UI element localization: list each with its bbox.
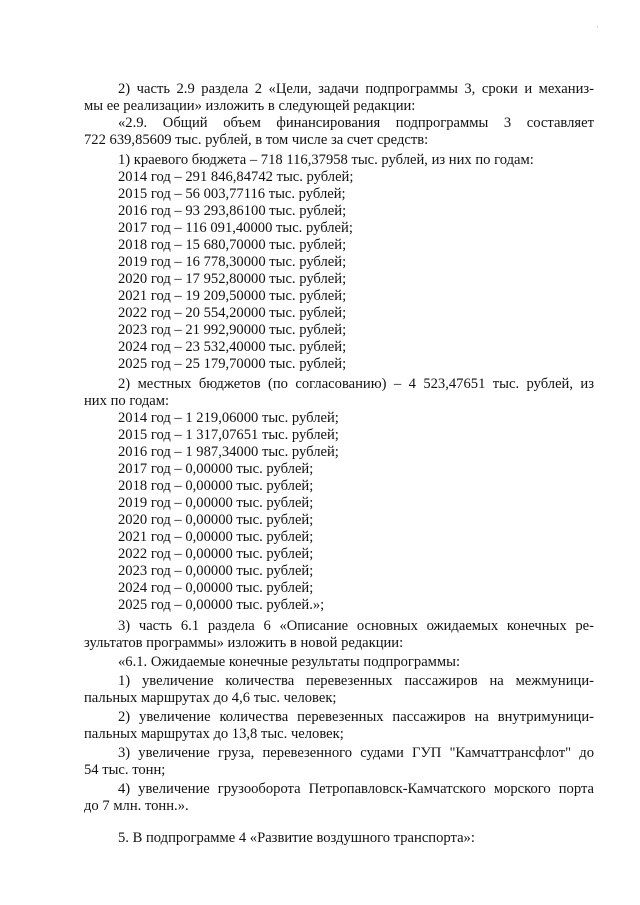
regional-year-2024: 2024 год – 23 532,40000 тыс. рублей; xyxy=(118,339,347,355)
local-year-2015: 2015 год – 1 317,07651 тыс. рублей; xyxy=(118,427,339,443)
regional-year-2015: 2015 год – 56 003,77116 тыс. рублей; xyxy=(118,186,346,202)
regional-budget-heading: 1) краевого бюджета – 718 116,37958 тыс. рублей, из них по годам: xyxy=(118,152,534,168)
item3-intro-line2: зультатов программы» изложить в новой редакции: xyxy=(84,635,404,651)
local-year-2018: 2018 год – 0,00000 тыс. рублей; xyxy=(118,478,314,494)
local-budget-heading-line1: 2) местных бюджетов (по согласованию) – 4 523,47651 тыс. рублей, из xyxy=(118,376,594,392)
regional-year-2023: 2023 год – 21 992,90000 тыс. рублей; xyxy=(118,322,347,338)
local-year-2014: 2014 год – 1 219,06000 тыс. рублей; xyxy=(118,410,339,426)
result-1-line1: 1) увеличение количества перевезенных пассажиров на межмуници- xyxy=(118,673,594,689)
item2-intro-line1: 2) часть 2.9 раздела 2 «Цели, задачи подпрограммы 3, сроки и механиз- xyxy=(118,81,594,97)
local-year-2022: 2022 год – 0,00000 тыс. рублей; xyxy=(118,546,314,562)
section-2-9-line1: «2.9. Общий объем финансирования подпрограммы 3 составляет xyxy=(118,115,594,131)
local-year-2016: 2016 год – 1 987,34000 тыс. рублей; xyxy=(118,444,339,460)
item5-heading: 5. В подпрограмме 4 «Развитие воздушного транспорта»: xyxy=(118,830,475,846)
regional-year-2022: 2022 год – 20 554,20000 тыс. рублей; xyxy=(118,305,347,321)
local-year-2023: 2023 год – 0,00000 тыс. рублей; xyxy=(118,563,314,579)
local-budget-heading-line2: них по годам: xyxy=(84,393,170,409)
regional-year-2025: 2025 год – 25 179,70000 тыс. рублей; xyxy=(118,356,347,372)
regional-year-2016: 2016 год – 93 293,86100 тыс. рублей; xyxy=(118,203,347,219)
local-year-2020: 2020 год – 0,00000 тыс. рублей; xyxy=(118,512,314,528)
regional-year-2020: 2020 год – 17 952,80000 тыс. рублей; xyxy=(118,271,347,287)
result-3-line1: 3) увеличение груза, перевезенного судами ГУП "Камчаттрансфлот" до xyxy=(118,745,594,761)
scan-corner-mark: ' xyxy=(597,26,599,32)
item2-intro-line2: мы ее реализации» изложить в следующей редакции: xyxy=(84,98,416,114)
local-year-2025: 2025 год – 0,00000 тыс. рублей.»; xyxy=(118,597,325,613)
regional-year-2019: 2019 год – 16 778,30000 тыс. рублей; xyxy=(118,254,347,270)
result-3-line2: 54 тыс. тонн; xyxy=(84,762,166,778)
local-year-2024: 2024 год – 0,00000 тыс. рублей; xyxy=(118,580,314,596)
regional-year-2017: 2017 год – 116 091,40000 тыс. рублей; xyxy=(118,220,353,236)
section-2-9-line2: 722 639,85609 тыс. рублей, в том числе за счет средств: xyxy=(84,132,429,148)
regional-year-2014: 2014 год – 291 846,84742 тыс. рублей; xyxy=(118,169,354,185)
result-2-line1: 2) увеличение количества перевезенных пассажиров на внутримуници- xyxy=(118,709,594,725)
regional-year-2021: 2021 год – 19 209,50000 тыс. рублей; xyxy=(118,288,347,304)
item3-intro-line1: 3) часть 6.1 раздела 6 «Описание основных ожидаемых конечных ре- xyxy=(118,618,594,634)
section-6-1-heading: «6.1. Ожидаемые конечные результаты подпрограммы: xyxy=(118,654,461,670)
result-4-line2: до 7 млн. тонн.». xyxy=(84,798,189,814)
regional-year-2018: 2018 год – 15 680,70000 тыс. рублей; xyxy=(118,237,347,253)
local-year-2019: 2019 год – 0,00000 тыс. рублей; xyxy=(118,495,314,511)
local-year-2021: 2021 год – 0,00000 тыс. рублей; xyxy=(118,529,314,545)
result-4-line1: 4) увеличение грузооборота Петропавловск-Камчатского морского порта xyxy=(118,781,594,797)
local-year-2017: 2017 год – 0,00000 тыс. рублей; xyxy=(118,461,314,477)
result-2-line2: пальных маршрутах до 13,8 тыс. человек; xyxy=(84,726,344,742)
result-1-line2: пальных маршрутах до 4,6 тыс. человек; xyxy=(84,690,337,706)
